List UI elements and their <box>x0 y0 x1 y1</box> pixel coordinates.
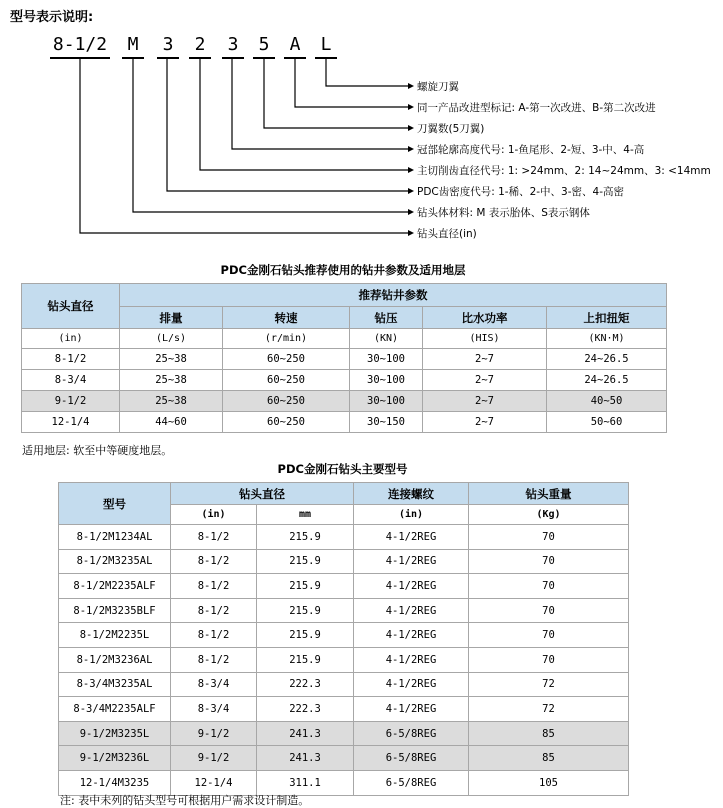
arrow-head-icon <box>408 188 414 194</box>
leader-line <box>80 58 412 233</box>
table-cell: 30~100 <box>350 349 423 370</box>
table-cell: 8-1/2 <box>171 647 257 672</box>
table-row <box>59 672 629 697</box>
table-cell: 6-5/8REG <box>354 770 469 795</box>
table-cell: 4-1/2REG <box>354 549 469 574</box>
table-cell: 8-3/4 <box>171 697 257 722</box>
column-header: 钻压 <box>350 307 423 329</box>
column-header: 转速 <box>223 307 350 329</box>
table-cell: 12-1/4 <box>22 412 120 433</box>
leader-line <box>264 58 412 128</box>
table-cell: 2~7 <box>423 370 547 391</box>
table2-title: PDC金刚石钻头主要型号 <box>277 462 408 476</box>
table-row <box>59 623 629 648</box>
header-recommended-params: 推荐钻井参数 <box>120 284 667 307</box>
table-cell: 85 <box>469 721 629 746</box>
arrow-head-icon <box>408 104 414 110</box>
table-cell: 24~26.5 <box>547 349 667 370</box>
table-cell: 241.3 <box>257 721 354 746</box>
table-cell: 6-5/8REG <box>354 746 469 771</box>
table-cell: 8-1/2 <box>171 623 257 648</box>
table-cell: 30~100 <box>350 370 423 391</box>
table-cell: 70 <box>469 623 629 648</box>
table-cell: 70 <box>469 574 629 599</box>
main-models-table <box>58 482 629 796</box>
table-cell: 8-3/4 <box>22 370 120 391</box>
arrow-head-icon <box>408 125 414 131</box>
table-cell: 44~60 <box>120 412 223 433</box>
section-title: 型号表示说明: <box>10 10 94 25</box>
table-cell: 8-1/2M3235BLF <box>59 598 171 623</box>
code-legend-item: 钻头直径(in) <box>417 228 477 240</box>
table-cell: 9-1/2M3235L <box>59 721 171 746</box>
code-legend-item: 刀翼数(5刀翼) <box>417 123 485 135</box>
unit-cell: (in) <box>354 505 469 525</box>
table-cell: 72 <box>469 697 629 722</box>
table-cell: 8-1/2 <box>171 598 257 623</box>
table-row <box>59 549 629 574</box>
table-cell: 9-1/2 <box>171 721 257 746</box>
code-char: M <box>127 34 139 55</box>
arrow-head-icon <box>408 167 414 173</box>
code-characters <box>53 34 332 55</box>
table-cell: 40~50 <box>547 391 667 412</box>
table-cell: 60~250 <box>223 370 350 391</box>
column-header: 比水功率 <box>423 307 547 329</box>
table2-note: 注: 表中未列的钻头型号可根据用户需求设计制造。 <box>60 794 310 807</box>
table-cell: 2~7 <box>423 412 547 433</box>
table-cell: 215.9 <box>257 574 354 599</box>
table-cell: 4-1/2REG <box>354 574 469 599</box>
table-cell: 70 <box>469 549 629 574</box>
table-cell: 222.3 <box>257 697 354 722</box>
table-cell: 60~250 <box>223 391 350 412</box>
table-cell: 25~38 <box>120 349 223 370</box>
header-bit-weight: 钻头重量 <box>469 483 629 505</box>
leader-line <box>167 58 412 191</box>
table-cell: 8-1/2 <box>171 549 257 574</box>
table-cell: 215.9 <box>257 598 354 623</box>
table-cell: 60~250 <box>223 349 350 370</box>
code-char: 3 <box>162 34 174 55</box>
table-cell: 215.9 <box>257 525 354 550</box>
table1-title: PDC金刚石钻头推荐使用的钻井参数及适用地层 <box>220 263 466 277</box>
table-cell: 4-1/2REG <box>354 525 469 550</box>
table-cell: 70 <box>469 598 629 623</box>
unit-cell: (in) <box>22 329 120 349</box>
table-cell: 70 <box>469 525 629 550</box>
table-cell: 8-3/4M3235AL <box>59 672 171 697</box>
arrow-head-icon <box>408 230 414 236</box>
table-row <box>59 647 629 672</box>
code-legend-item: 钻头体材料: M 表示胎体、S表示钢体 <box>417 207 590 219</box>
table1-note: 适用地层: 软至中等硬度地层。 <box>22 444 173 457</box>
table-row <box>22 412 667 433</box>
leader-line <box>326 58 412 86</box>
table-cell: 4-1/2REG <box>354 623 469 648</box>
table-cell: 24~26.5 <box>547 370 667 391</box>
table-cell: 8-1/2 <box>171 574 257 599</box>
code-char: 3 <box>227 34 239 55</box>
unit-cell: mm <box>257 505 354 525</box>
table-cell: 50~60 <box>547 412 667 433</box>
table-cell: 8-1/2M2235ALF <box>59 574 171 599</box>
table-row <box>59 697 629 722</box>
code-char: A <box>289 34 301 55</box>
table-cell: 6-5/8REG <box>354 721 469 746</box>
table-cell: 241.3 <box>257 746 354 771</box>
table-cell: 9-1/2 <box>171 746 257 771</box>
table-row <box>59 746 629 771</box>
unit-cell: (Kg) <box>469 505 629 525</box>
table-cell: 70 <box>469 647 629 672</box>
table-cell: 2~7 <box>423 391 547 412</box>
table-cell: 12-1/4M3235 <box>59 770 171 795</box>
table-cell: 9-1/2M3236L <box>59 746 171 771</box>
table-cell: 311.1 <box>257 770 354 795</box>
table-cell: 25~38 <box>120 391 223 412</box>
column-header: 上扣扭矩 <box>547 307 667 329</box>
table-cell: 2~7 <box>423 349 547 370</box>
unit-cell: (HIS) <box>423 329 547 349</box>
table-cell: 60~250 <box>223 412 350 433</box>
table-cell: 8-3/4M2235ALF <box>59 697 171 722</box>
leader-line <box>133 58 412 212</box>
code-char: 8-1/2 <box>52 34 108 55</box>
arrow-head-icon <box>408 83 414 89</box>
table-cell: 8-1/2M1234AL <box>59 525 171 550</box>
table-cell: 30~150 <box>350 412 423 433</box>
code-char: 5 <box>258 34 270 55</box>
table-cell: 8-3/4 <box>171 672 257 697</box>
header-connection-thread: 连接螺纹 <box>354 483 469 505</box>
unit-cell: (KN·M) <box>547 329 667 349</box>
code-char: L <box>320 34 332 55</box>
code-legend-item: 主切削齿直径代号: 1: >24mm、2: 14~24mm、3: <14mm <box>417 165 711 177</box>
table-cell: 25~38 <box>120 370 223 391</box>
table-cell: 12-1/4 <box>171 770 257 795</box>
leader-line <box>295 58 412 107</box>
table-cell: 8-1/2M2235L <box>59 623 171 648</box>
table-cell: 215.9 <box>257 549 354 574</box>
unit-cell: (L/s) <box>120 329 223 349</box>
table-row <box>22 391 667 412</box>
table-cell: 4-1/2REG <box>354 647 469 672</box>
table-cell: 72 <box>469 672 629 697</box>
unit-cell: (r/min) <box>223 329 350 349</box>
table-cell: 8-1/2M3235AL <box>59 549 171 574</box>
unit-cell: (KN) <box>350 329 423 349</box>
model-code-diagram <box>0 0 723 250</box>
table-cell: 8-1/2 <box>171 525 257 550</box>
table-cell: 215.9 <box>257 647 354 672</box>
table-cell: 30~100 <box>350 391 423 412</box>
leader-line <box>232 58 412 149</box>
code-legend-item: 同一产品改进型标记: A-第一次改进、B-第二次改进 <box>417 102 656 114</box>
code-leader-lines <box>50 58 414 236</box>
table-row <box>59 525 629 550</box>
table-row <box>59 721 629 746</box>
drilling-params-table <box>21 283 667 433</box>
unit-cell: (in) <box>171 505 257 525</box>
table-cell: 8-1/2 <box>22 349 120 370</box>
table-row <box>59 574 629 599</box>
table-cell: 222.3 <box>257 672 354 697</box>
code-char: 2 <box>194 34 206 55</box>
table-row <box>59 598 629 623</box>
code-legend-item: PDC齿密度代号: 1-稀、2-中、3-密、4-高密 <box>417 186 625 198</box>
table-row <box>22 349 667 370</box>
table-cell: 4-1/2REG <box>354 697 469 722</box>
table-cell: 8-1/2M3236AL <box>59 647 171 672</box>
code-legend-item: 螺旋刀翼 <box>417 81 459 93</box>
header-bit-diameter: 钻头直径 <box>22 284 120 329</box>
code-legend-item: 冠部轮廓高度代号: 1-鱼尾形、2-短、3-中、4-高 <box>417 144 645 156</box>
table-row <box>22 370 667 391</box>
column-header: 排量 <box>120 307 223 329</box>
code-legend <box>417 80 711 240</box>
table-cell: 4-1/2REG <box>354 672 469 697</box>
table-cell: 215.9 <box>257 623 354 648</box>
table-cell: 105 <box>469 770 629 795</box>
header-bit-diameter: 钻头直径 <box>171 483 354 505</box>
arrow-head-icon <box>408 209 414 215</box>
arrow-head-icon <box>408 146 414 152</box>
header-model: 型号 <box>59 483 171 525</box>
table-cell: 85 <box>469 746 629 771</box>
table-cell: 9-1/2 <box>22 391 120 412</box>
table-cell: 4-1/2REG <box>354 598 469 623</box>
